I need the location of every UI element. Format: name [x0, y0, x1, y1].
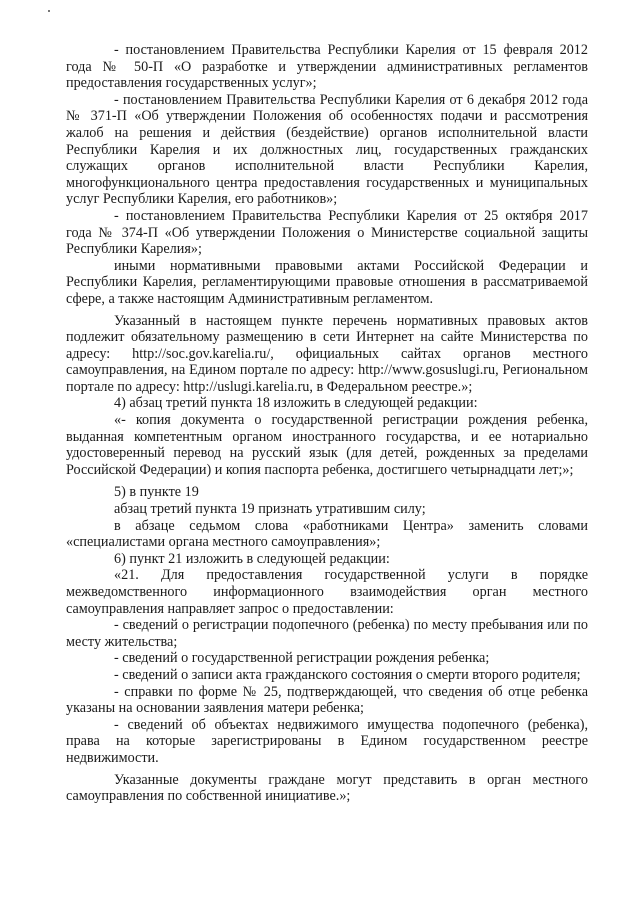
paragraph-form-25: - справки по форме № 25, подтверждающей, что сведения об отце ребенка указаны на основании заявления матери ребенка; — [66, 683, 588, 717]
paragraph-other-acts: иными нормативными правовыми актами Российской Федерации и Республики Карелия, регламентирующими правовые отношения в рассматриваемой сфере, а также настоящим Административным регламентом. — [66, 257, 588, 307]
paragraph-item-21-request: «21. Для предоставления государственной услуги в порядке межведомственного информационного взаимодействия орган местного самоуправления направляет запрос о предоставлении: — [66, 567, 588, 617]
paragraph-decree-50p: - постановлением Правительства Республики Карелия от 15 февраля 2012 года № 50-П «О разработке и утверждении административных регламентов предоставления государственных услуг»; — [66, 42, 588, 92]
paragraph-death-record-info: - сведений о записи акта гражданского состояния о смерти второго родителя; — [114, 666, 581, 683]
scan-artifact-dot — [48, 10, 50, 12]
paragraph-real-estate-info: - сведений об объектах недвижимого имущества подопечного (ребенка), права на которые зарегистрированы в Едином государственном реестре недвижимости. — [66, 716, 588, 766]
paragraph-decree-371p: - постановлением Правительства Республики Карелия от 6 декабря 2012 года № 371-П «Об утверждении Положения об особенностях подачи и рассмотрения жалоб на решения и действия (бездействие) органов исполнительной власти Республики Карелия и их должностных лиц, государственных гражданских служащих органов исполнительной власти Республики Карелия, многофункционального центра предоставления государственных и муниципальных услуг Республики Карелия, его работников»; — [66, 91, 588, 208]
paragraph-item-19-repeal: абзац третий пункта 19 признать утратившим силу; — [114, 501, 426, 518]
paragraph-own-initiative: Указанные документы граждане могут представить в орган местного самоуправления по собственной инициативе.»; — [66, 771, 588, 805]
paragraph-item-4: 4) абзац третий пункта 18 изложить в следующей редакции: — [114, 395, 478, 412]
paragraph-item-5: 5) в пункте 19 — [114, 484, 199, 501]
paragraph-decree-374p: - постановлением Правительства Республики Карелия от 25 октября 2017 года № 374-П «Об утверждении Положения о Министерстве социальной защиты Республики Карелия»; — [66, 207, 588, 258]
paragraph-item-19-replace-words: в абзаце седьмом слова «работниками Центра» заменить словами «специалистами органа местного самоуправления»; — [66, 517, 588, 551]
paragraph-registration-info: - сведений о регистрации подопечного (ребенка) по месту пребывания или по месту жительства; — [66, 617, 588, 650]
paragraph-birth-registration-info: - сведений о государственной регистрации рождения ребенка; — [114, 650, 490, 667]
document-page — [66, 42, 588, 805]
paragraph-item-6: 6) пункт 21 изложить в следующей редакции: — [114, 550, 390, 567]
paragraph-birth-registration-copy: «- копия документа о государственной регистрации рождения ребенка, выданная компетентным органом иностранного государства, и ее нотариально удостоверенный перевод на русский язык (для детей, рожденных за пределами Российской Федерации) и копия паспорта ребенка, достигшего четырнадцати лет;»; — [66, 412, 588, 478]
paragraph-publication-list: Указанный в настоящем пункте перечень нормативных правовых актов подлежит обязательному размещению в сети Интернет на сайте Министерства по адресу: http://soc.gov.karelia.ru/, официальных сайтах органов местного самоуправления, на Едином портале по адресу: http://www.gosuslugi.ru, Региональном портале по адресу: http://uslugi.karelia.ru, в Федеральном реестре.»; — [66, 312, 588, 395]
